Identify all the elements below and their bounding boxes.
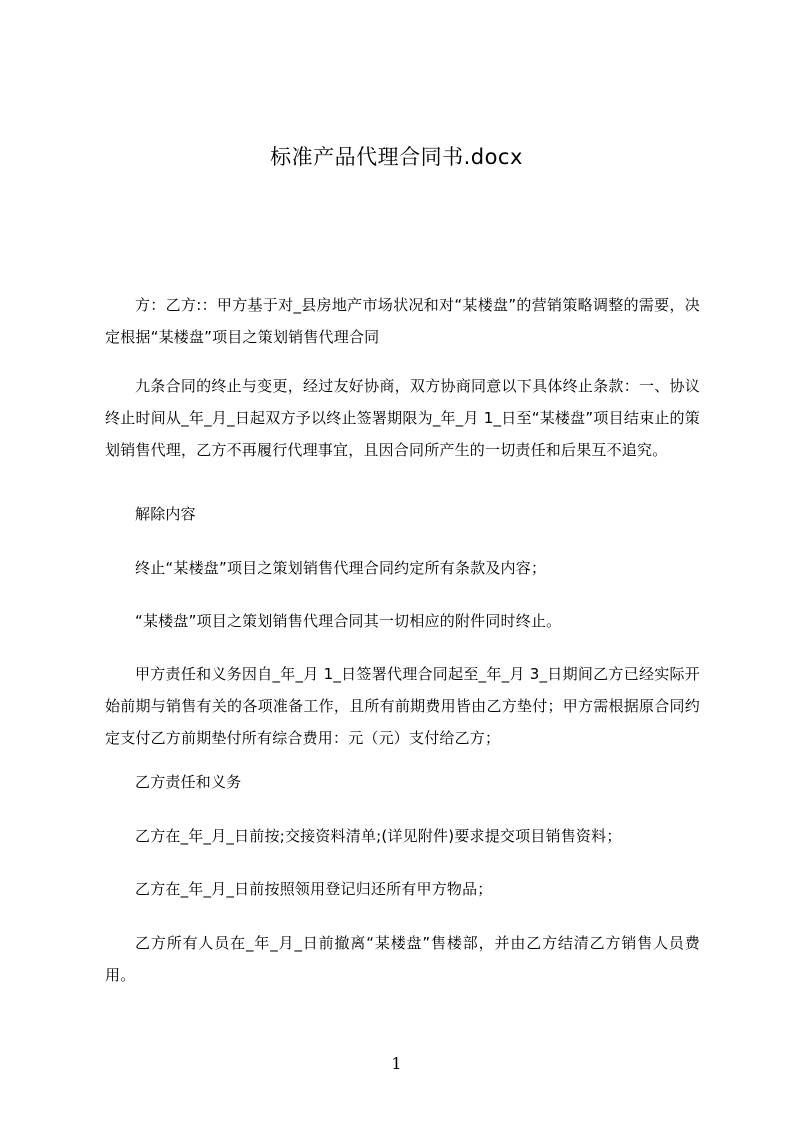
paragraph-staff-withdraw: 乙方所有人员在_年_月_日前撤离“某楼盘”售楼部，并由乙方结清乙方销售人员费用。: [105, 934, 700, 984]
paragraph-termination-terms: 九条合同的终止与变更，经过友好协商，双方协商同意以下具体终止条款：一、协议终止时间从_年_月_日起双方予以终止签署期限为_年_月 1_日至“某楼盘”项目结束止的策划销售代理，乙方不再履行代理事宜，且因合同所产生的一切责任和后果互不追究。: [105, 377, 700, 459]
paragraph-submit-materials: 乙方在_年_月_日前按;交接资料清单;(详见附件)要求提交项目销售资料；: [135, 827, 622, 845]
paragraph-return-items: 乙方在_年_月_日前按照领用登记归还所有甲方物品；: [135, 880, 493, 898]
paragraph-intro: 方：乙方:：甲方基于对_县房地产市场状况和对“某楼盘”的营销策略调整的需要，决定根据“某楼盘”项目之策划销售代理合同: [105, 296, 700, 346]
page-number: 1: [391, 1054, 402, 1073]
document-title: 标准产品代理合同书.docx: [270, 145, 523, 169]
paragraph-party-a-duties: 甲方责任和义务因自_年_月 1_日签署代理合同起至_年_月 3_日期间乙方已经实际开始前期与销售有关的各项准备工作，且所有前期费用皆由乙方垫付；甲方需根据原合同约定支付乙方前期垫付所有综合费用：元（元）支付给乙方；: [105, 665, 700, 747]
paragraph-heading-release-content: 解除内容: [135, 505, 196, 523]
paragraph-attachments-terminate: “某楼盘”项目之策划销售代理合同其一切相应的附件同时终止。: [135, 612, 562, 630]
paragraph-heading-party-b-duties: 乙方责任和义务: [135, 773, 242, 791]
paragraph-terminate-clauses: 终止“某楼盘”项目之策划销售代理合同约定所有条款及内容；: [135, 559, 547, 577]
